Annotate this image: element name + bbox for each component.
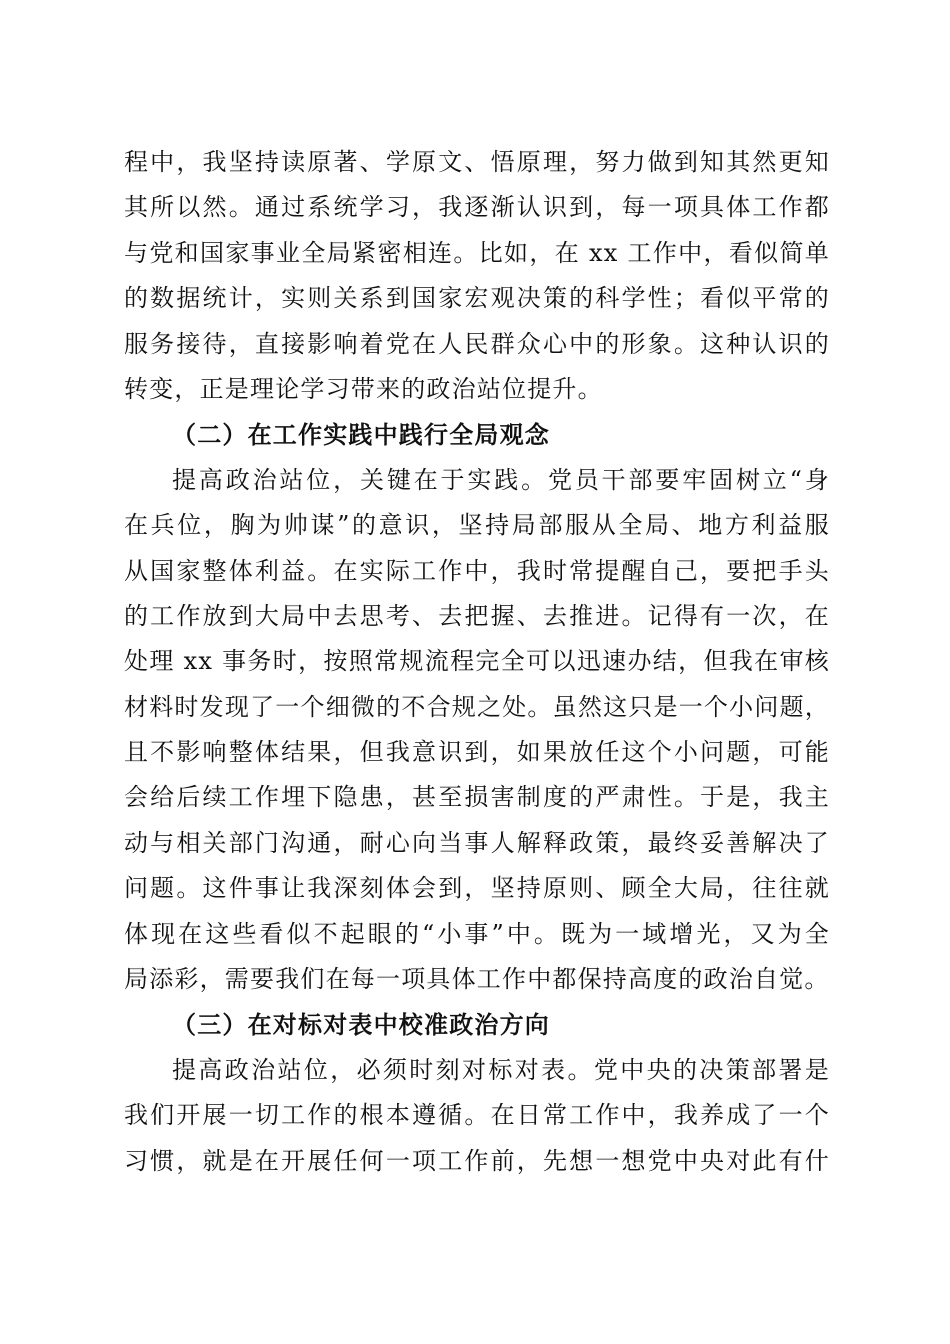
text-line: 提高政治站位，必须时刻对标对表。党中央的决策部署是 xyxy=(172,1055,830,1084)
text-line: 从国家整体利益。在实际工作中，我时常提醒自己，要把手头 xyxy=(124,556,830,585)
text-line: 会给后续工作埋下隐患，甚至损害制度的严肃性。于是，我主 xyxy=(124,783,830,812)
text-line: 转变，正是理论学习带来的政治站位提升。 xyxy=(124,374,603,403)
text-line: 我们开展一切工作的根本遵循。在日常工作中，我养成了一个 xyxy=(124,1101,830,1130)
document-body xyxy=(124,140,830,1184)
text-line: 提高政治站位，关键在于实践。党员干部要牢固树立“身 xyxy=(172,465,830,494)
text-line: 体现在这些看似不起眼的“小事”中。既为一域增光，又为全 xyxy=(124,919,830,948)
text-line: 动与相关部门沟通，耐心向当事人解释政策，最终妥善解决了 xyxy=(124,828,830,857)
section-heading-3: （三）在对标对表中校准政治方向 xyxy=(172,1010,550,1040)
text-line: 处理 xx 事务时，按照常规流程完全可以迅速办结，但我在审核 xyxy=(124,647,830,676)
text-line: 问题。这件事让我深刻体会到，坚持原则、顾全大局，往往就 xyxy=(124,874,830,903)
text-line: 在兵位，胸为帅谋”的意识，坚持局部服从全局、地方利益服 xyxy=(124,511,830,540)
text-line: 服务接待，直接影响着党在人民群众心中的形象。这种认识的 xyxy=(124,329,830,358)
text-line: 材料时发现了一个细微的不合规之处。虽然这只是一个小问题， xyxy=(124,692,830,721)
paragraph-3 xyxy=(124,1048,830,1184)
text-line: 局添彩，需要我们在每一项具体工作中都保持高度的政治自觉。 xyxy=(124,965,830,994)
text-line: 其所以然。通过系统学习，我逐渐认识到，每一项具体工作都 xyxy=(124,193,830,222)
text-line: 习惯，就是在开展任何一项工作前，先想一想党中央对此有什 xyxy=(124,1146,830,1175)
text-line: 与党和国家事业全局紧密相连。比如，在 xx 工作中，看似简单 xyxy=(124,238,830,267)
section-heading-2: （二）在工作实践中践行全局观念 xyxy=(172,420,550,450)
paragraph-1 xyxy=(124,140,830,412)
text-line: 且不影响整体结果，但我意识到，如果放任这个小问题，可能 xyxy=(124,738,830,767)
text-line: 的工作放到大局中去思考、去把握、去推进。记得有一次，在 xyxy=(124,601,830,630)
paragraph-2 xyxy=(124,458,830,1003)
text-line: 的数据统计，实则关系到国家宏观决策的科学性；看似平常的 xyxy=(124,284,830,313)
text-line: 程中，我坚持读原著、学原文、悟原理，努力做到知其然更知 xyxy=(124,148,830,176)
